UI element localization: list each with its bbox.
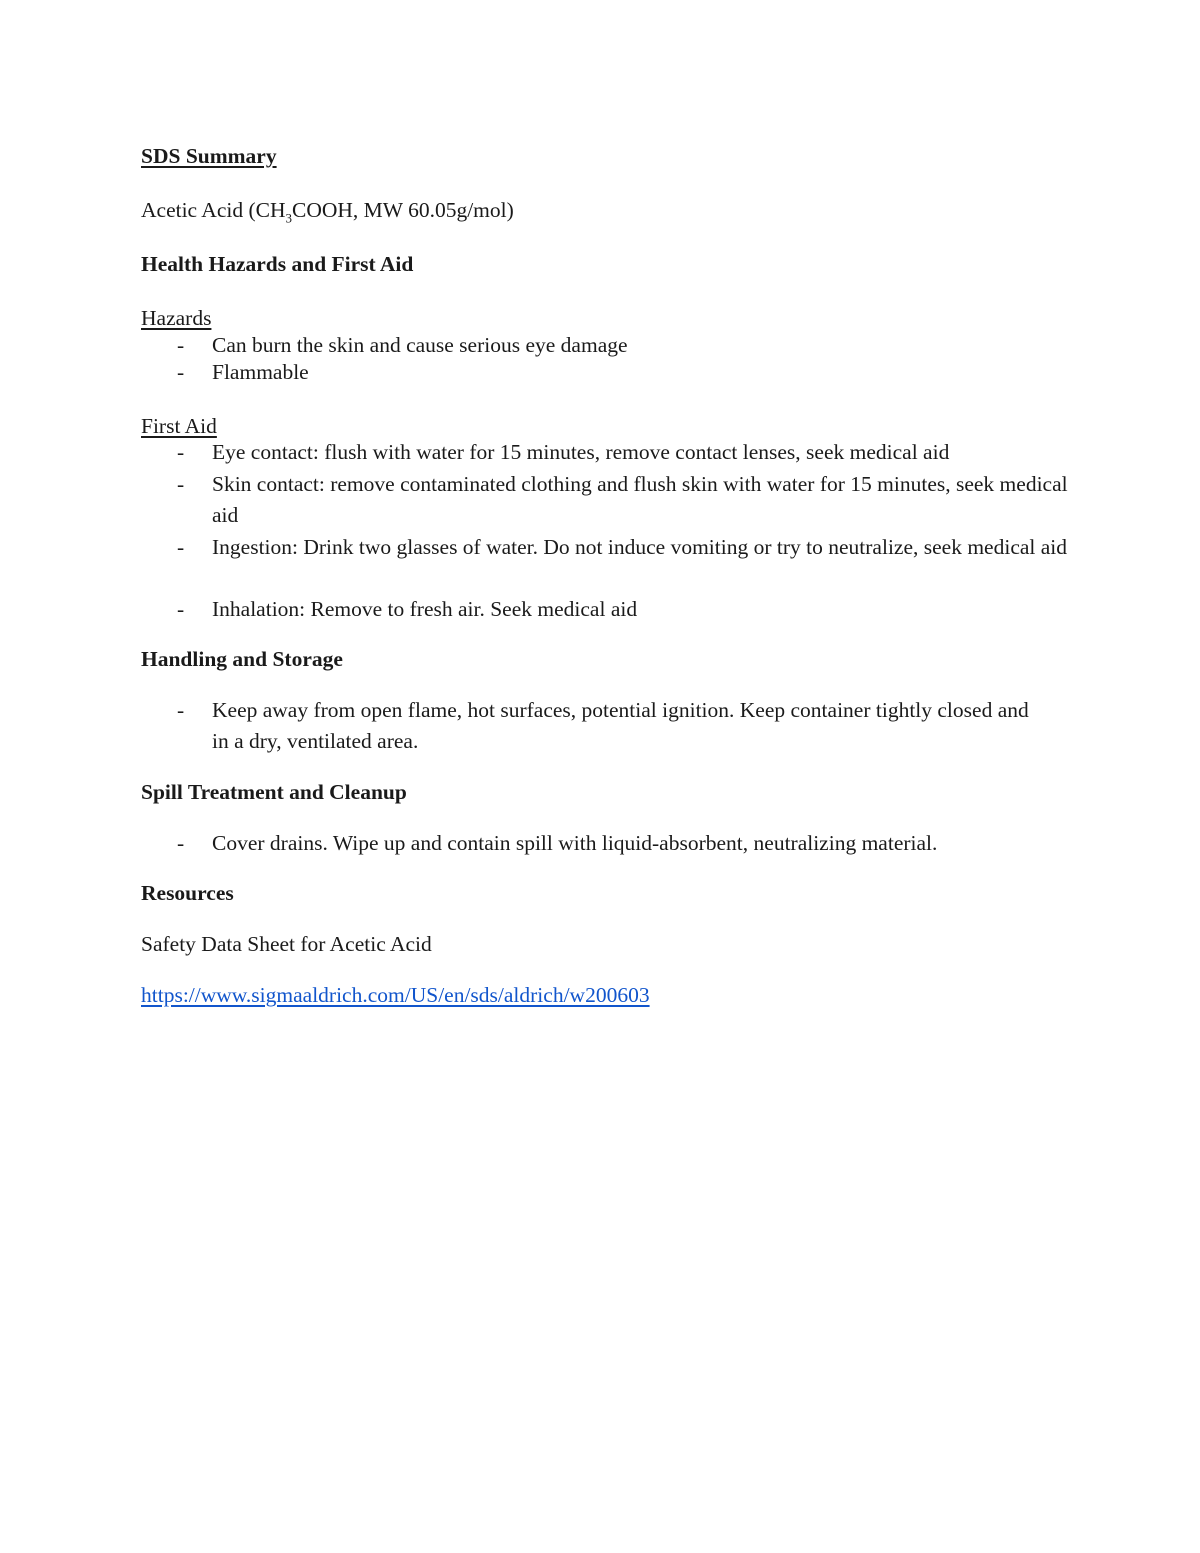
first-aid-item: Inhalation: Remove to fresh air. Seek medical aid [212, 597, 638, 621]
spill-heading: Spill Treatment and Cleanup [141, 780, 407, 804]
bullet-dash: - [177, 597, 185, 621]
hazard-item: Can burn the skin and cause serious eye damage [212, 333, 628, 357]
handling-heading: Handling and Storage [141, 647, 343, 671]
compound-suffix: COOH, MW 60.05g/mol) [292, 198, 514, 222]
bullet-dash: - [177, 360, 185, 384]
bullet-dash: - [177, 535, 185, 559]
bullet-dash: - [177, 831, 185, 855]
sds-link[interactable]: https://www.sigmaaldrich.com/US/en/sds/aldrich/w200603 [141, 983, 650, 1007]
bullet-dash: - [177, 698, 185, 722]
bullet-dash: - [177, 440, 185, 464]
bullet-dash: - [177, 472, 185, 496]
compound-prefix: Acetic Acid (CH [141, 198, 286, 222]
first-aid-item: Eye contact: flush with water for 15 minutes, remove contact lenses, seek medical aid [212, 440, 950, 464]
resources-heading: Resources [141, 881, 234, 905]
handling-item: Keep away from open flame, hot surfaces, potential ignition. Keep container tightly closed and in a dry, ventilated area. [212, 698, 1029, 753]
compound-line [141, 197, 514, 231]
first-aid-item: Ingestion: Drink two glasses of water. Do not induce vomiting or try to neutralize, seek medical aid [212, 535, 1068, 559]
compound-subscript: 3 [285, 210, 292, 226]
spill-item: Cover drains. Wipe up and contain spill with liquid-absorbent, neutralizing material. [212, 831, 938, 855]
document-title: SDS Summary [141, 144, 277, 168]
health-heading: Health Hazards and First Aid [141, 252, 414, 276]
first-aid-item: Skin contact: remove contaminated clothing and flush skin with water for 15 minutes, seek medical aid [212, 472, 1068, 527]
hazards-label: Hazards [141, 306, 212, 330]
sds-sheet-label: Safety Data Sheet for Acetic Acid [141, 932, 432, 956]
bullet-dash: - [177, 333, 185, 357]
hazard-item: Flammable [212, 360, 309, 384]
first-aid-label: First Aid [141, 414, 217, 438]
sds-link-line [141, 982, 650, 1008]
